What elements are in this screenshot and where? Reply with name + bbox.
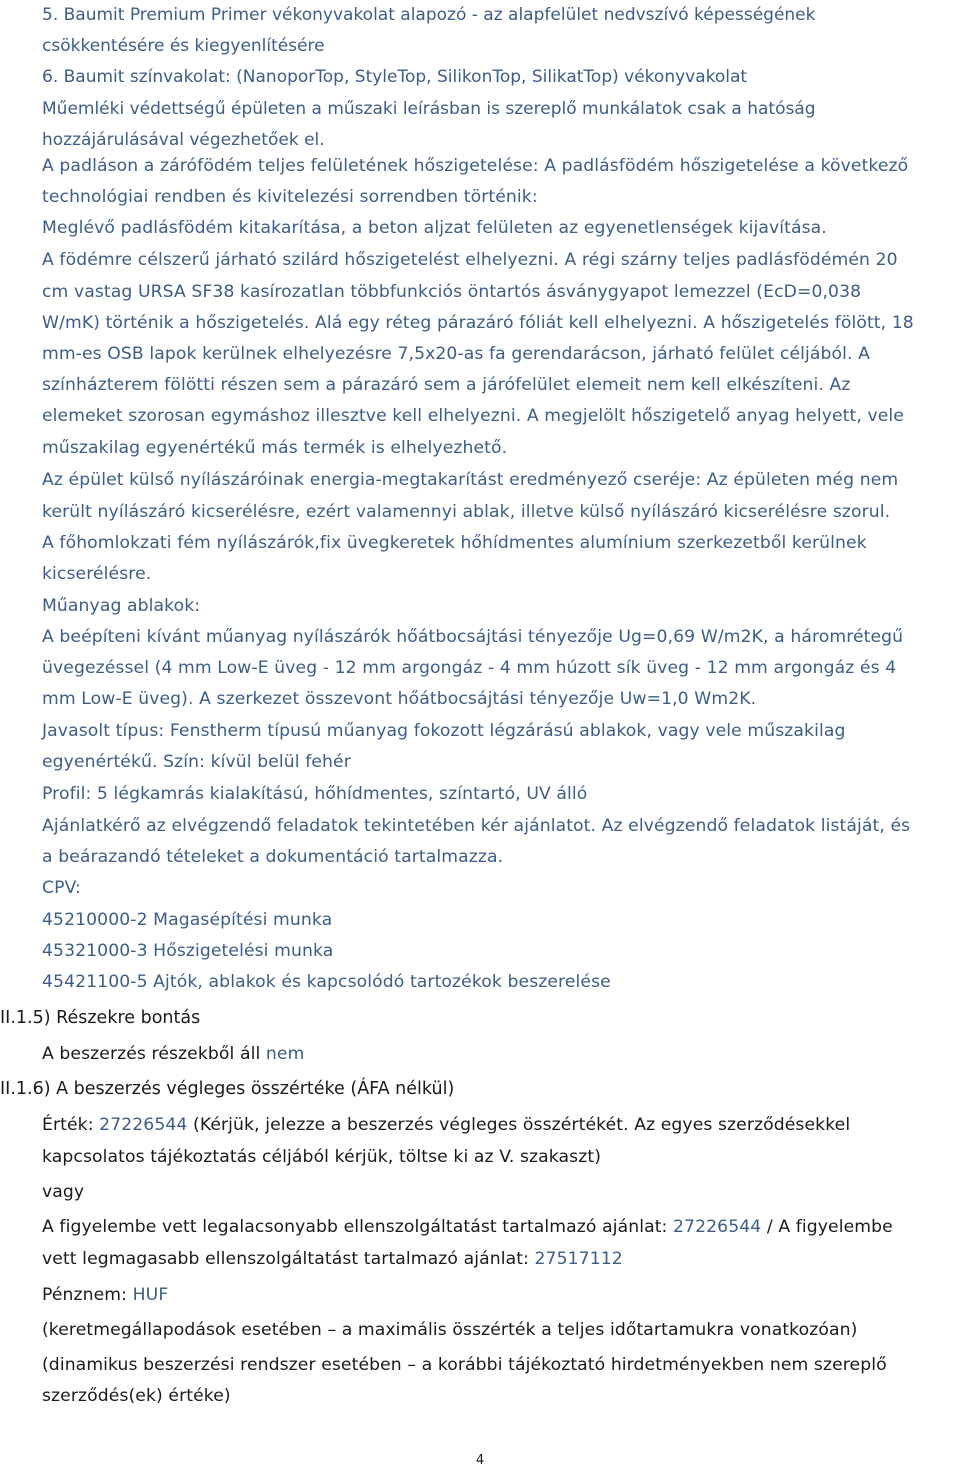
text-line: Profil: 5 légkamrás kialakítású, hőhídmentes, színtartó, UV álló bbox=[42, 784, 588, 804]
value-note-line: kapcsolatos tájékoztatás céljából kérjük, töltse ki az V. szakaszt) bbox=[42, 1147, 602, 1167]
text-line: mm Low-E üveg). A szerkezet összevont hőátbocsájtási tényezője Uw=1,0 Wm2K. bbox=[42, 689, 757, 709]
value-label: Érték: bbox=[42, 1115, 100, 1135]
section-heading-ii-1-6: II.1.6) A beszerzés végleges összértéke (ÁFA nélkül) bbox=[0, 1079, 455, 1099]
text-line: Javasolt típus: Fenstherm típusú műanyag fokozott légzárású ablakok, vagy vele műszakilag bbox=[42, 721, 846, 741]
total-value: 27226544 bbox=[99, 1115, 188, 1135]
text-line: A födémre célszerű járható szilárd hőszigetelést elhelyezni. A régi szárny teljes padlásfödémén 20 bbox=[42, 250, 898, 270]
value-note: (Kérjük, jelezze a beszerzés végleges összértékét. Az egyes szerződésekkel bbox=[187, 1115, 851, 1135]
highest-offer-line bbox=[42, 1249, 623, 1269]
or-text: vagy bbox=[42, 1182, 85, 1202]
lowest-offer-line bbox=[42, 1217, 893, 1237]
text-line: mm-es OSB lapok kerülnek elhelyezésre 7,5x20-as fa gerendarácson, járható felület céljából. A bbox=[42, 344, 871, 364]
text-line: Az épület külső nyílászáróinak energia-megtakarítást eredményező cseréje: Az épületen még nem bbox=[42, 470, 899, 490]
text-line: A főhomlokzati fém nyílászárók,fix üvegkeretek hőhídmentes alumínium szerkezetből kerülnek bbox=[42, 533, 867, 553]
cpv-code: 45421100-5 Ajtók, ablakok és kapcsolódó tartozékok beszerelése bbox=[42, 972, 611, 992]
parts-text: A beszerzés részekből áll bbox=[42, 1044, 266, 1064]
framework-note: (keretmegállapodások esetében – a maximális összérték a teljes időtartamukra vonatkozóan) bbox=[42, 1320, 858, 1340]
highest-label: vett legmagasabb ellenszolgáltatást tartalmazó ajánlat: bbox=[42, 1249, 535, 1269]
item-5: 5. Baumit Premium Primer vékonyvakolat alapozó - az alapfelület nedvszívó képességének csökkentésére és kiegyenlítésére bbox=[42, 5, 816, 57]
text-line: Meglévő padlásfödém kitakarítása, a beton aljzat felületen az egyenetlenségek kijavítása. bbox=[42, 218, 827, 238]
text-line: kicserélésre. bbox=[42, 564, 152, 584]
text-line: elemeket szorosan egymáshoz illesztve kell elhelyezni. A megjelölt hőszigetelő anyag helyett, vele bbox=[42, 406, 904, 426]
lowest-label: A figyelembe vett legalacsonyabb ellenszolgáltatást tartalmazó ajánlat: bbox=[42, 1217, 674, 1237]
dynamic-note-line-1: (dinamikus beszerzési rendszer esetében – a korábbi tájékoztató hirdetményekben nem szereplő bbox=[42, 1355, 887, 1375]
text-line: üvegezéssel (4 mm Low-E üveg - 12 mm argongáz - 4 mm húzott sík üveg - 12 mm argongáz és 4 bbox=[42, 658, 897, 678]
cpv-label: CPV: bbox=[42, 878, 81, 898]
text-line: A beépíteni kívánt műanyag nyílászárók hőátbocsájtási tényezője Ug=0,69 W/m2K, a háromrétegű bbox=[42, 627, 904, 647]
currency-line bbox=[42, 1285, 168, 1305]
currency-value: HUF bbox=[132, 1285, 169, 1305]
page-number: 4 bbox=[475, 1453, 485, 1468]
slash-text: / A figyelembe bbox=[761, 1217, 893, 1237]
text-line: Műanyag ablakok: bbox=[42, 596, 201, 616]
currency-label: Pénznem: bbox=[42, 1285, 133, 1305]
item-6: 6. Baumit színvakolat: (NanoporTop, StyleTop, SilikonTop, SilikatTop) vékonyvakolat bbox=[42, 67, 748, 88]
cpv-code: 45321000-3 Hőszigetelési munka bbox=[42, 941, 334, 961]
text-line: cm vastag URSA SF38 kasírozatlan többfunkciós öntartós ásványgyapot lemezzel (EcD=0,038 bbox=[42, 282, 862, 302]
section-heading-ii-1-5: II.1.5) Részekre bontás bbox=[0, 1008, 201, 1028]
text-line: W/mK) történik a hőszigetelés. Alá egy réteg párazáró fóliát kell elhelyezni. A hőszigetelés fölött, 18 bbox=[42, 313, 914, 333]
value-line bbox=[42, 1115, 850, 1135]
lowest-value: 27226544 bbox=[673, 1217, 762, 1237]
highest-value: 27517112 bbox=[534, 1249, 623, 1269]
dynamic-note-line-2: szerződés(ek) értéke) bbox=[42, 1386, 231, 1406]
text-line: technológiai rendben és kivitelezési sorrendben történik: bbox=[42, 187, 538, 207]
cpv-code: 45210000-2 Magasépítési munka bbox=[42, 910, 333, 930]
text-line: A padláson a zárófödém teljes felületének hőszigetelése: A padlásfödém hőszigetelése a következő bbox=[42, 156, 909, 176]
text-line: színházterem fölötti részen sem a párazáró sem a járófelület elemeit nem kell elkészíteni. Az bbox=[42, 375, 851, 395]
text-line: került nyílászáró kicserélésre, ezért valamennyi ablak, illetve külső nyílászáró kicserélésre szorul. bbox=[42, 502, 891, 522]
parts-value: nem bbox=[265, 1044, 305, 1064]
heritage-note: Műemléki védettségű épületen a műszaki leírásban is szereplő munkálatok csak a hatóság hozzájárulásával végezhetőek el. bbox=[42, 98, 816, 150]
top-section bbox=[42, 0, 942, 156]
text-line: egyenértékű. Szín: kívül belül fehér bbox=[42, 752, 351, 772]
text-line: Ajánlatkérő az elvégzendő feladatok tekintetében kér ajánlatot. Az elvégzendő feladatok listáját, és bbox=[42, 816, 911, 836]
text-line: műszakilag egyenértékű más termék is elhelyezhető. bbox=[42, 438, 508, 458]
text-line: a beárazandó tételeket a dokumentáció tartalmazza. bbox=[42, 847, 504, 867]
parts-line bbox=[42, 1044, 304, 1064]
